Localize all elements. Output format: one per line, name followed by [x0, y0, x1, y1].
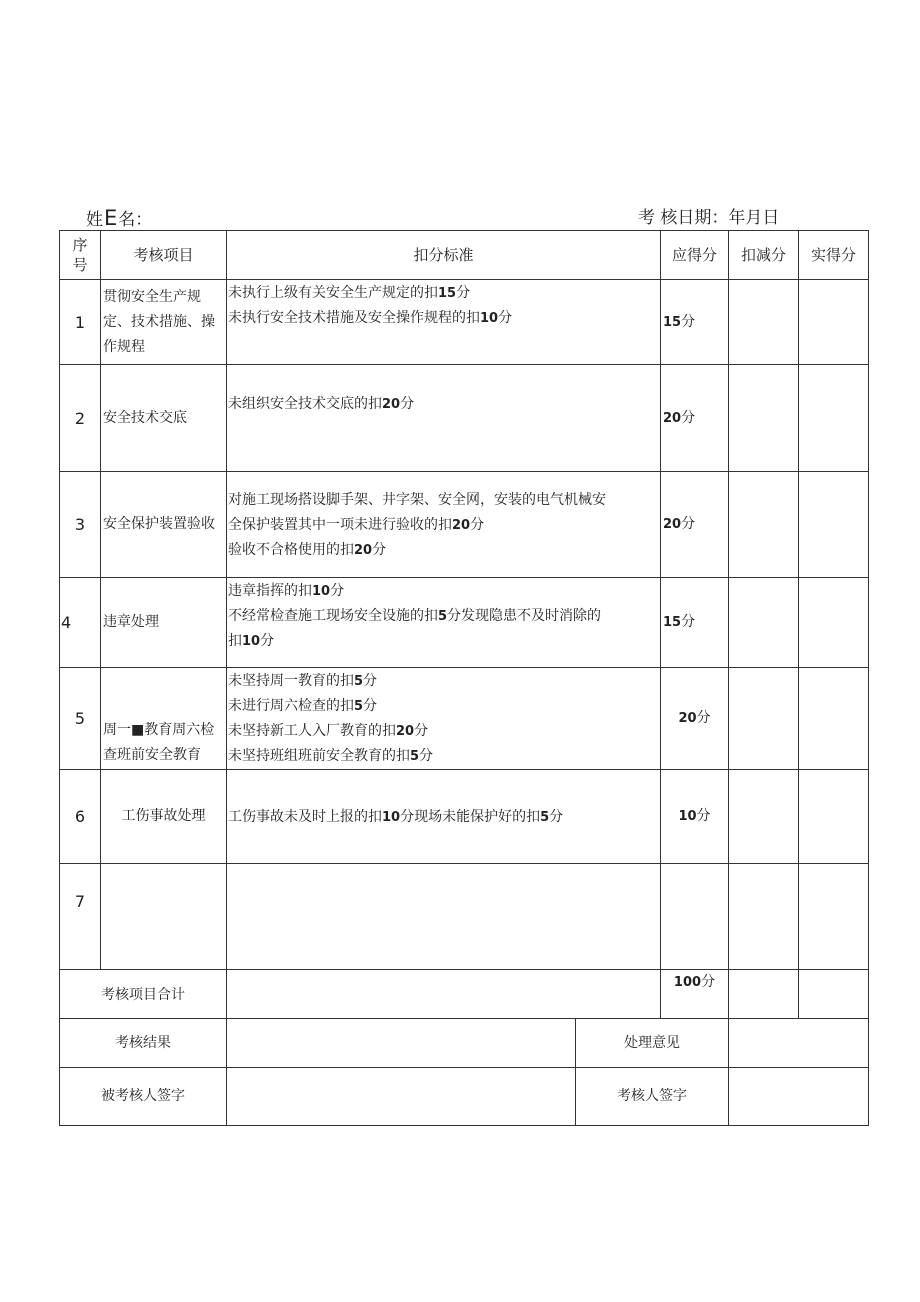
row-no: 5 — [60, 668, 101, 770]
name-glyph: E — [104, 206, 118, 230]
col-header-full-score: 应得分 — [661, 231, 729, 280]
table-row — [60, 578, 869, 668]
result-row — [60, 1019, 869, 1068]
standard-line: 未组织安全技术交底的扣20分 — [228, 396, 415, 412]
row-actual-cell[interactable] — [799, 578, 869, 668]
total-label: 考核项目合计 — [60, 970, 227, 1019]
total-row — [60, 970, 869, 1019]
standard-line: 对施工现场搭设脚手架、井字架、安全网，安装的电气机械安 — [228, 491, 606, 508]
table-row — [60, 365, 869, 472]
row-deduct-cell[interactable] — [729, 472, 799, 578]
row-no: 3 — [60, 472, 101, 578]
col-header-item: 考核项目 — [101, 231, 227, 280]
row-standard — [227, 668, 661, 770]
date-label: 核日期：年月日 — [660, 208, 780, 228]
row-deduct-cell[interactable] — [729, 864, 799, 970]
standard-line: 工伤事故未及时上报的扣10分现场未能保护好的扣5分 — [228, 808, 564, 825]
row-no: 6 — [60, 770, 101, 864]
assessment-table — [59, 230, 869, 1126]
row-actual-cell[interactable] — [799, 472, 869, 578]
row-actual-cell[interactable] — [799, 770, 869, 864]
standard-line: 未坚持新工人入厂教育的扣20分 — [228, 723, 429, 739]
standard-line: 不经常检查施工现场安全设施的扣5分发现隐患不及时消除的 — [228, 608, 602, 624]
total-actual-cell[interactable] — [799, 970, 869, 1019]
table-row — [60, 280, 869, 365]
row-item: 周一■教育周六检查班前安全教育 — [101, 668, 227, 770]
name-suffix: 名： — [118, 210, 153, 230]
standard-line: 扣10分 — [228, 633, 275, 649]
row-deduct-cell[interactable] — [729, 365, 799, 472]
result-label: 考核结果 — [60, 1019, 227, 1068]
col-header-no-line2: 号 — [72, 256, 88, 274]
name-field-label — [86, 206, 152, 232]
row-score: 10分 — [661, 770, 729, 864]
table-row — [60, 472, 869, 578]
standard-line: 验收不合格使用的扣20分 — [228, 541, 387, 558]
row-no: 1 — [60, 280, 101, 365]
row-actual-cell[interactable] — [799, 365, 869, 472]
row-score[interactable] — [661, 864, 729, 970]
row-item: 安全技术交底 — [101, 365, 227, 472]
row-score: 20分 — [661, 668, 729, 770]
table-row — [60, 864, 869, 970]
date-field-label — [638, 206, 779, 230]
row-standard — [227, 280, 661, 365]
standard-line: 未执行上级有关安全生产规定的扣15分 — [228, 285, 471, 301]
row-standard — [227, 472, 661, 578]
opinion-label: 处理意见 — [576, 1019, 729, 1068]
row-deduct-cell[interactable] — [729, 280, 799, 365]
row-item: 违章处理 — [101, 578, 227, 668]
examiner-sign-field[interactable] — [729, 1068, 869, 1126]
row-item[interactable] — [101, 864, 227, 970]
row-standard — [227, 578, 661, 668]
row-no: 4 — [60, 578, 101, 668]
date-prefix: 考 — [638, 208, 655, 228]
row-actual-cell[interactable] — [799, 864, 869, 970]
total-deduct-cell[interactable] — [729, 970, 799, 1019]
row-standard — [227, 770, 661, 864]
row-deduct-cell[interactable] — [729, 668, 799, 770]
row-item: 工伤事故处理 — [101, 770, 227, 864]
row-deduct-cell[interactable] — [729, 578, 799, 668]
row-item: 贯彻安全生产规定、技术措施、操作规程 — [101, 280, 227, 365]
standard-line: 未进行周六检查的扣5分 — [228, 698, 378, 714]
total-standard-cell — [227, 970, 661, 1019]
row-score: 20分 — [661, 365, 729, 472]
row-actual-cell[interactable] — [799, 668, 869, 770]
row-standard[interactable] — [227, 864, 661, 970]
name-prefix: 姓 — [86, 210, 103, 230]
standard-line: 未坚持周一教育的扣5分 — [228, 673, 378, 689]
standard-line: 违章指挥的扣10分 — [228, 583, 345, 599]
row-standard — [227, 365, 661, 472]
row-no: 7 — [60, 864, 101, 970]
standard-line: 未坚持班组班前安全教育的扣5分 — [228, 748, 434, 764]
standard-line: 全保护装置其中一项未进行验收的扣20分 — [228, 516, 485, 533]
table-header-row — [60, 231, 869, 280]
col-header-no-line1: 序 — [72, 236, 88, 254]
signature-row — [60, 1068, 869, 1126]
table-row — [60, 668, 869, 770]
row-score: 20分 — [661, 472, 729, 578]
examinee-sign-label: 被考核人签字 — [60, 1068, 227, 1126]
total-score: 100分 — [661, 970, 729, 1019]
standard-line: 未执行安全技术措施及安全操作规程的扣10分 — [228, 310, 513, 326]
row-item: 安全保护装置验收 — [101, 472, 227, 578]
row-no: 2 — [60, 365, 101, 472]
examinee-sign-field[interactable] — [227, 1068, 576, 1126]
col-header-actual: 实得分 — [799, 231, 869, 280]
row-deduct-cell[interactable] — [729, 770, 799, 864]
col-header-deduct: 扣减分 — [729, 231, 799, 280]
examiner-sign-label: 考核人签字 — [576, 1068, 729, 1126]
col-header-no — [60, 231, 101, 280]
table-row — [60, 770, 869, 864]
result-field[interactable] — [227, 1019, 576, 1068]
opinion-field[interactable] — [729, 1019, 869, 1068]
row-score: 15分 — [661, 280, 729, 365]
row-actual-cell[interactable] — [799, 280, 869, 365]
col-header-standard: 扣分标准 — [227, 231, 661, 280]
row-score: 15分 — [661, 578, 729, 668]
